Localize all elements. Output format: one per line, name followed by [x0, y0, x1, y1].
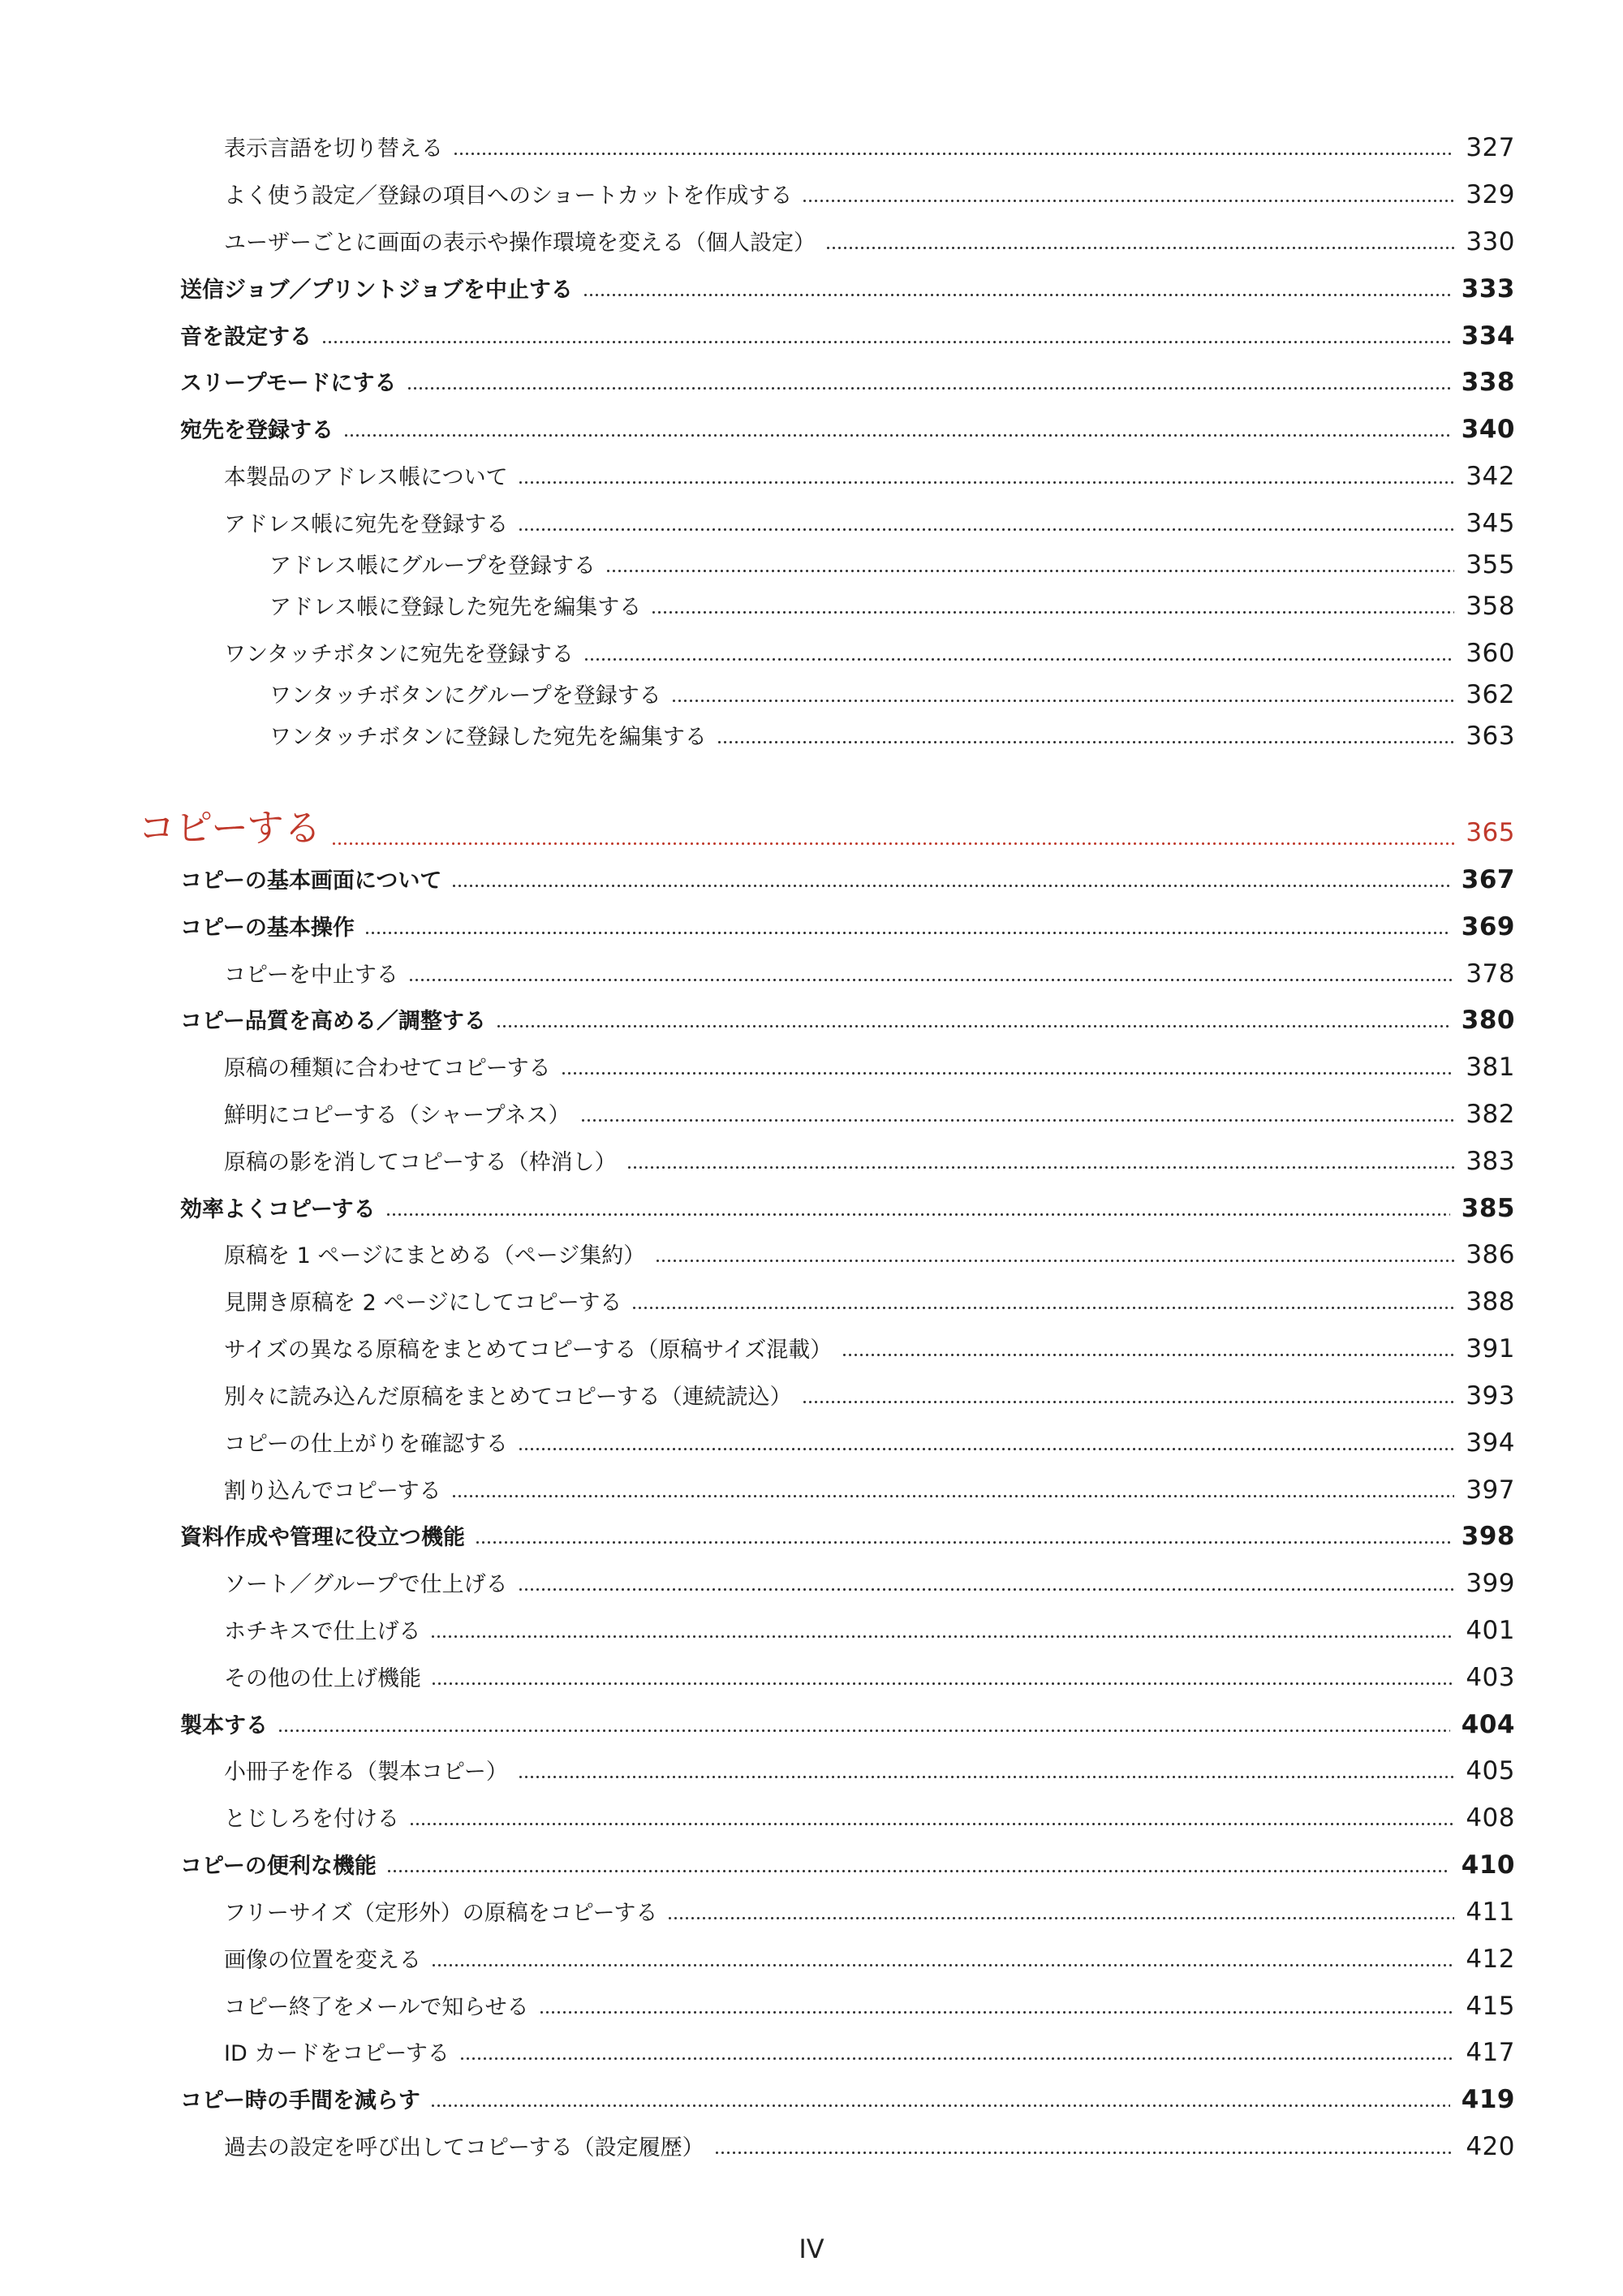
toc-entry-title: 音を設定する	[180, 325, 312, 350]
toc-entry-page: 380	[1461, 1006, 1515, 1035]
toc-entry-title: 本製品のアドレス帳について	[224, 465, 508, 490]
toc-entry[interactable]	[180, 412, 1515, 444]
toc-entry-page: 355	[1466, 550, 1515, 579]
toc-entry[interactable]	[224, 1754, 1515, 1786]
toc-entry-title: コピー品質を高める／調整する	[180, 1009, 486, 1034]
toc-entry[interactable]	[224, 957, 1515, 989]
dot-leader	[408, 979, 1454, 981]
dot-leader	[583, 294, 1450, 296]
toc-entry[interactable]	[180, 272, 1515, 304]
dot-leader	[430, 2104, 1450, 2107]
toc-entry-title: 製本する	[180, 1713, 268, 1738]
toc-entry-page: 403	[1466, 1663, 1515, 1692]
toc-entry-title: コピーを中止する	[224, 963, 398, 988]
toc-entry[interactable]	[224, 225, 1515, 256]
toc-entry-title: コピー時の手間を減らす	[180, 2088, 420, 2113]
toc-entry[interactable]	[180, 2083, 1515, 2114]
chapter-title: コピーする	[138, 806, 321, 850]
dot-leader	[431, 1682, 1454, 1685]
toc-entry[interactable]	[180, 365, 1515, 397]
dot-leader	[842, 1354, 1454, 1356]
toc-entry-page: 367	[1461, 865, 1515, 894]
toc-entry-title: サイズの異なる原稿をまとめてコピーする（原稿サイズ混載）	[224, 1338, 833, 1363]
dot-leader	[631, 1307, 1454, 1309]
toc-entry[interactable]	[224, 131, 1515, 162]
toc-entry-page: 391	[1466, 1334, 1515, 1363]
toc-entry-title: ホチキスで仕上げる	[224, 1619, 421, 1644]
dot-leader	[453, 153, 1454, 155]
toc-entry-page: 385	[1461, 1194, 1515, 1223]
toc-entry-page: 419	[1461, 2085, 1515, 2114]
toc-entry-page: 345	[1466, 509, 1515, 538]
toc-entry-title: ワンタッチボタンに宛先を登録する	[224, 642, 574, 667]
toc-entry-title: 表示言語を切り替える	[224, 136, 443, 162]
toc-entry-page: 330	[1466, 227, 1515, 256]
toc-entry[interactable]	[224, 1238, 1515, 1269]
toc-entry-page: 329	[1466, 180, 1515, 209]
toc-entry[interactable]	[180, 319, 1515, 351]
toc-entry-title: ユーザーごとに画面の表示や操作環境を変える（個人設定）	[224, 230, 816, 256]
toc-entry[interactable]	[180, 1519, 1515, 1551]
toc-entry[interactable]	[224, 2130, 1515, 2161]
dot-leader	[583, 658, 1454, 661]
toc-entry[interactable]	[224, 1332, 1515, 1363]
toc-entry-page: 358	[1466, 592, 1515, 621]
dot-leader	[667, 1917, 1454, 1919]
dot-leader	[651, 611, 1454, 614]
toc-entry[interactable]	[224, 1426, 1515, 1458]
toc-entry[interactable]	[224, 459, 1515, 491]
toc-entry-page: 338	[1461, 368, 1515, 397]
toc-entry-page: 393	[1466, 1381, 1515, 1411]
toc-entry-page: 334	[1461, 321, 1515, 351]
dot-leader	[717, 741, 1454, 743]
toc-entry[interactable]	[224, 1050, 1515, 1082]
toc-entry-page: 411	[1466, 1898, 1515, 1927]
dot-leader	[825, 247, 1454, 249]
toc-entry[interactable]	[224, 1097, 1515, 1129]
toc-entry-page: 404	[1461, 1710, 1515, 1739]
dot-leader	[626, 1166, 1455, 1169]
toc-chapter-heading[interactable]	[138, 799, 1515, 852]
toc-entry-page: 417	[1466, 2038, 1515, 2067]
toc-entry-page: 382	[1466, 1100, 1515, 1129]
toc-entry-title: コピー終了をメールで知らせる	[224, 1995, 529, 2020]
toc-entry[interactable]	[224, 1566, 1515, 1598]
toc-entry[interactable]	[224, 1473, 1515, 1505]
toc-entry-title: ワンタッチボタンにグループを登録する	[269, 683, 661, 709]
dot-leader	[539, 2011, 1455, 2014]
toc-entry[interactable]	[269, 719, 1515, 751]
toc-entry-page: 386	[1466, 1240, 1515, 1269]
dot-leader	[385, 1213, 1450, 1216]
toc-entry-page: 388	[1466, 1287, 1515, 1316]
dot-leader	[321, 341, 1450, 343]
toc-entry-page: 394	[1466, 1428, 1515, 1458]
toc-entry-title: 割り込んでコピーする	[224, 1479, 441, 1504]
toc-entry-title: スリープモードにする	[180, 371, 397, 396]
dot-leader	[475, 1541, 1450, 1544]
toc-entry[interactable]	[180, 1848, 1515, 1880]
toc-entry-title: よく使う設定／登録の項目へのショートカットを作成する	[224, 183, 793, 209]
toc-entry[interactable]	[224, 1895, 1515, 1927]
toc-entry[interactable]	[224, 506, 1515, 538]
toc-entry[interactable]	[269, 548, 1515, 579]
toc-entry[interactable]	[224, 1942, 1515, 1974]
toc-entry-title: フリーサイズ（定形外）の原稿をコピーする	[224, 1901, 658, 1926]
toc-entry-title: コピーの便利な機能	[180, 1854, 377, 1879]
toc-entry[interactable]	[224, 1144, 1515, 1176]
dot-leader	[407, 387, 1450, 390]
toc-entry-title: アドレス帳に宛先を登録する	[224, 512, 509, 537]
toc-entry-title: 小冊子を作る（製本コピー）	[224, 1760, 508, 1785]
dot-leader	[331, 842, 1454, 845]
toc-entry-page: 340	[1461, 415, 1515, 444]
toc-entry-title: 原稿を 1 ページにまとめる（ページ集約）	[224, 1243, 646, 1269]
toc-entry[interactable]	[180, 1708, 1515, 1739]
toc-entry-page: 327	[1466, 133, 1515, 162]
toc-entry[interactable]	[180, 863, 1515, 894]
toc-entry-page: 360	[1466, 639, 1515, 668]
toc-entry-title: 見開き原稿を 2 ページにしてコピーする	[224, 1290, 622, 1316]
toc-entry-page: 405	[1466, 1756, 1515, 1786]
toc-entry[interactable]	[224, 1379, 1515, 1411]
toc-entry-page: 383	[1466, 1147, 1515, 1176]
toc-entry-page: 399	[1466, 1569, 1515, 1598]
toc-entry-page: 363	[1466, 722, 1515, 751]
toc-entry-title: 資料作成や管理に役立つ機能	[180, 1525, 465, 1550]
toc-entry[interactable]	[269, 589, 1515, 621]
toc-entry[interactable]	[224, 1285, 1515, 1316]
dot-leader	[409, 1823, 1454, 1825]
toc-entry[interactable]	[224, 178, 1515, 209]
toc-entry-title: 別々に読み込んだ原稿をまとめてコピーする（連続読込）	[224, 1385, 792, 1410]
dot-leader	[580, 1119, 1455, 1122]
toc-entry-page: 408	[1466, 1803, 1515, 1833]
toc-entry[interactable]	[180, 1003, 1515, 1035]
dot-leader	[561, 1072, 1455, 1075]
toc-entry[interactable]	[224, 1989, 1515, 2021]
toc-entry-title: 宛先を登録する	[180, 418, 334, 443]
toc-entry-page: 410	[1461, 1850, 1515, 1880]
toc-entry[interactable]	[180, 1191, 1515, 1223]
dot-leader	[802, 200, 1454, 202]
dot-leader	[518, 1776, 1454, 1778]
toc-entry-page: 378	[1466, 959, 1515, 989]
toc-entry-page: 342	[1466, 462, 1515, 491]
toc-entry-page: 397	[1466, 1475, 1515, 1505]
dot-leader	[451, 885, 1449, 887]
dot-leader	[518, 528, 1454, 531]
toc-entry-page: 369	[1461, 912, 1515, 941]
dot-leader	[386, 1870, 1450, 1872]
toc-entry-title: 効率よくコピーする	[180, 1197, 376, 1222]
dot-leader	[605, 570, 1454, 572]
dot-leader	[802, 1401, 1455, 1403]
toc-entry-page: 401	[1466, 1616, 1515, 1645]
toc-entry-page: 398	[1461, 1522, 1515, 1551]
page-number-footer: IV	[799, 2234, 824, 2264]
toc-entry-title: ID カードをコピーする	[224, 2041, 450, 2066]
dot-leader	[459, 2057, 1454, 2060]
toc-entry-title: とじしろを付ける	[224, 1807, 399, 1832]
toc-entry-title: 鮮明にコピーする（シャープネス）	[224, 1103, 570, 1128]
toc-entry-title: アドレス帳にグループを登録する	[269, 554, 596, 579]
toc-entry-title: 過去の設定を呼び出してコピーする（設定履歴）	[224, 2135, 704, 2160]
chapter-page: 365	[1466, 818, 1515, 847]
dot-leader	[343, 434, 1450, 437]
toc-entry-page: 381	[1466, 1053, 1515, 1082]
toc-entry[interactable]	[269, 678, 1515, 709]
toc-entry-page: 333	[1461, 274, 1515, 304]
toc-entry[interactable]	[180, 910, 1515, 941]
dot-leader	[518, 1448, 1454, 1450]
toc-entry-title: その他の仕上げ機能	[224, 1666, 421, 1691]
dot-leader	[430, 1635, 1454, 1638]
toc-entry-title: 原稿の影を消してコピーする（枠消し）	[224, 1150, 617, 1175]
dot-leader	[714, 2152, 1455, 2154]
dot-leader	[451, 1495, 1455, 1497]
dot-leader	[364, 932, 1450, 934]
dot-leader	[518, 481, 1455, 484]
dot-leader	[518, 1588, 1455, 1591]
toc-entry[interactable]	[224, 1613, 1515, 1645]
toc-entry-page: 420	[1466, 2132, 1515, 2161]
toc-entry-title: コピーの基本画面について	[180, 868, 442, 894]
toc-entry-title: コピーの仕上がりを確認する	[224, 1432, 508, 1457]
dot-leader	[278, 1730, 1450, 1732]
toc-entry[interactable]	[224, 1661, 1515, 1692]
toc-entry[interactable]	[224, 1801, 1515, 1833]
toc-entry-title: 送信ジョブ／プリントジョブを中止する	[180, 278, 573, 303]
dot-leader	[655, 1260, 1454, 1262]
toc-entry-page: 362	[1466, 680, 1515, 709]
dot-leader	[496, 1025, 1450, 1027]
toc-entry[interactable]	[224, 2035, 1515, 2067]
toc-entry[interactable]	[224, 636, 1515, 668]
toc-entry-title: 画像の位置を変える	[224, 1948, 421, 1973]
toc-entry-title: コピーの基本操作	[180, 915, 355, 941]
dot-leader	[431, 1964, 1454, 1966]
toc-entry-title: アドレス帳に登録した宛先を編集する	[269, 595, 642, 620]
toc-entry-title: ワンタッチボタンに登録した宛先を編集する	[269, 725, 707, 750]
toc-entry-page: 412	[1466, 1945, 1515, 1974]
dot-leader	[671, 700, 1455, 702]
toc-entry-title: 原稿の種類に合わせてコピーする	[224, 1056, 551, 1081]
toc-entry-page: 415	[1466, 1992, 1515, 2021]
toc-entry-title: ソート／グループで仕上げる	[224, 1572, 508, 1597]
